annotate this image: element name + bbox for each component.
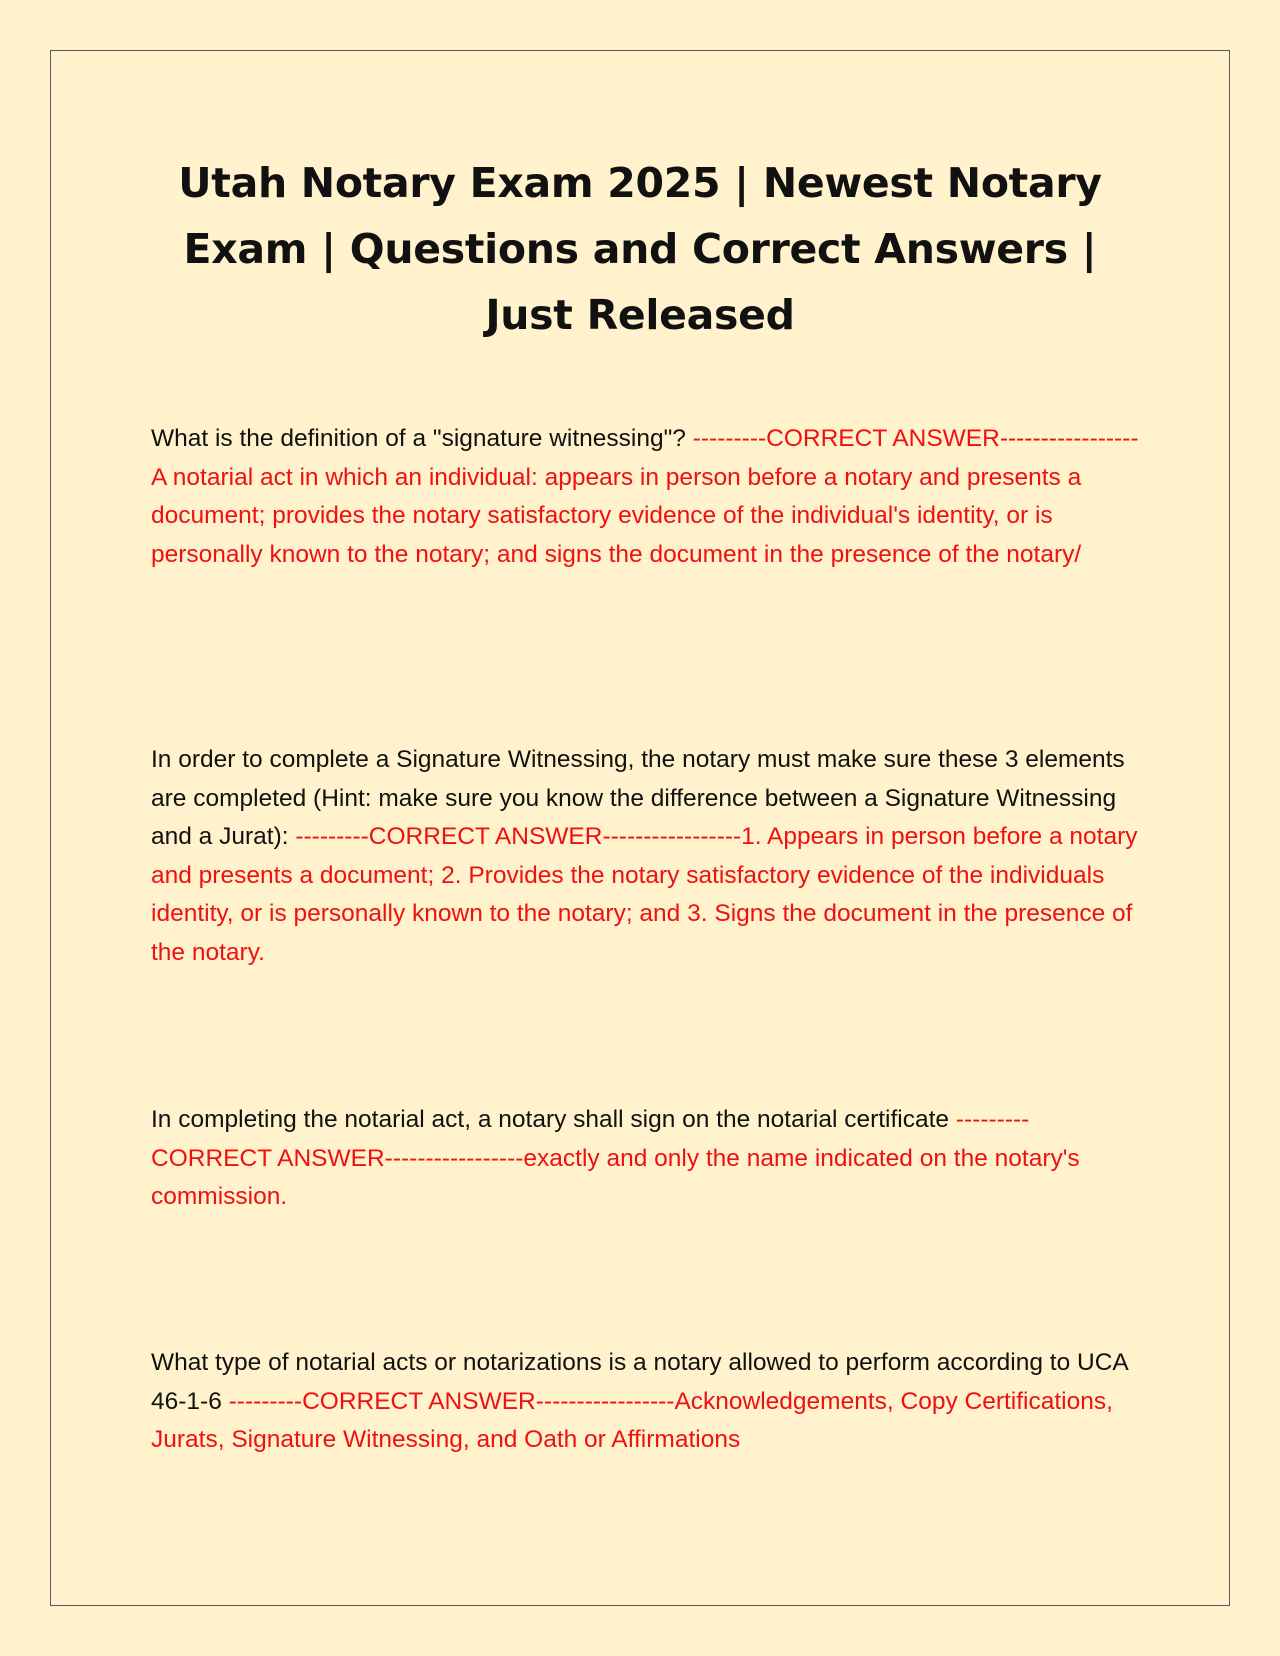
answer-text: ---------CORRECT ANSWER-----------------exactly and only the name indicated on the notary's commission. [151, 1106, 1080, 1210]
answer-text: ---------CORRECT ANSWER-----------------1. Appears in person before a notary and presents a document; 2. Provides the notary satisfactory evidence of the individuals identity, or is personally known to the notary; and 3. Signs the document in the presence of the notary. [151, 823, 1138, 966]
answer-text: ---------CORRECT ANSWER-----------------Acknowledgements, Copy Certifications, Jurats, Signature Witnessing, and Oath or Affirmations [151, 1387, 1113, 1453]
qa-item [151, 420, 1139, 574]
question-text: What is the definition of a "signature witnessing"? [151, 425, 693, 452]
qa-item [151, 741, 1139, 972]
document-title: Utah Notary Exam 2025 | Newest Notary Exam | Questions and Correct Answers | Just Released [178, 159, 1102, 339]
question-text: In completing the notarial act, a notary shall sign on the notarial certificate [151, 1106, 956, 1133]
question-text: In order to complete a Signature Witnessing, the notary must make sure these 3 elements are completed (Hint: make sure you know the difference between a Signature Witnessing and a Jurat): [151, 746, 1125, 850]
answer-text: ---------CORRECT ANSWER-----------------A notarial act in which an individual: appears in person before a notary and presents a document; provides the notary satisfactory evidence of the individual's identity, or is personally known to the notary; and signs the document in the presence of the notary/ [151, 425, 1139, 568]
question-text: What type of notarial acts or notarizations is a notary allowed to perform according to UCA 46-1-6 [151, 1349, 1128, 1415]
qa-item [151, 1101, 1139, 1217]
qa-item [151, 1344, 1139, 1460]
